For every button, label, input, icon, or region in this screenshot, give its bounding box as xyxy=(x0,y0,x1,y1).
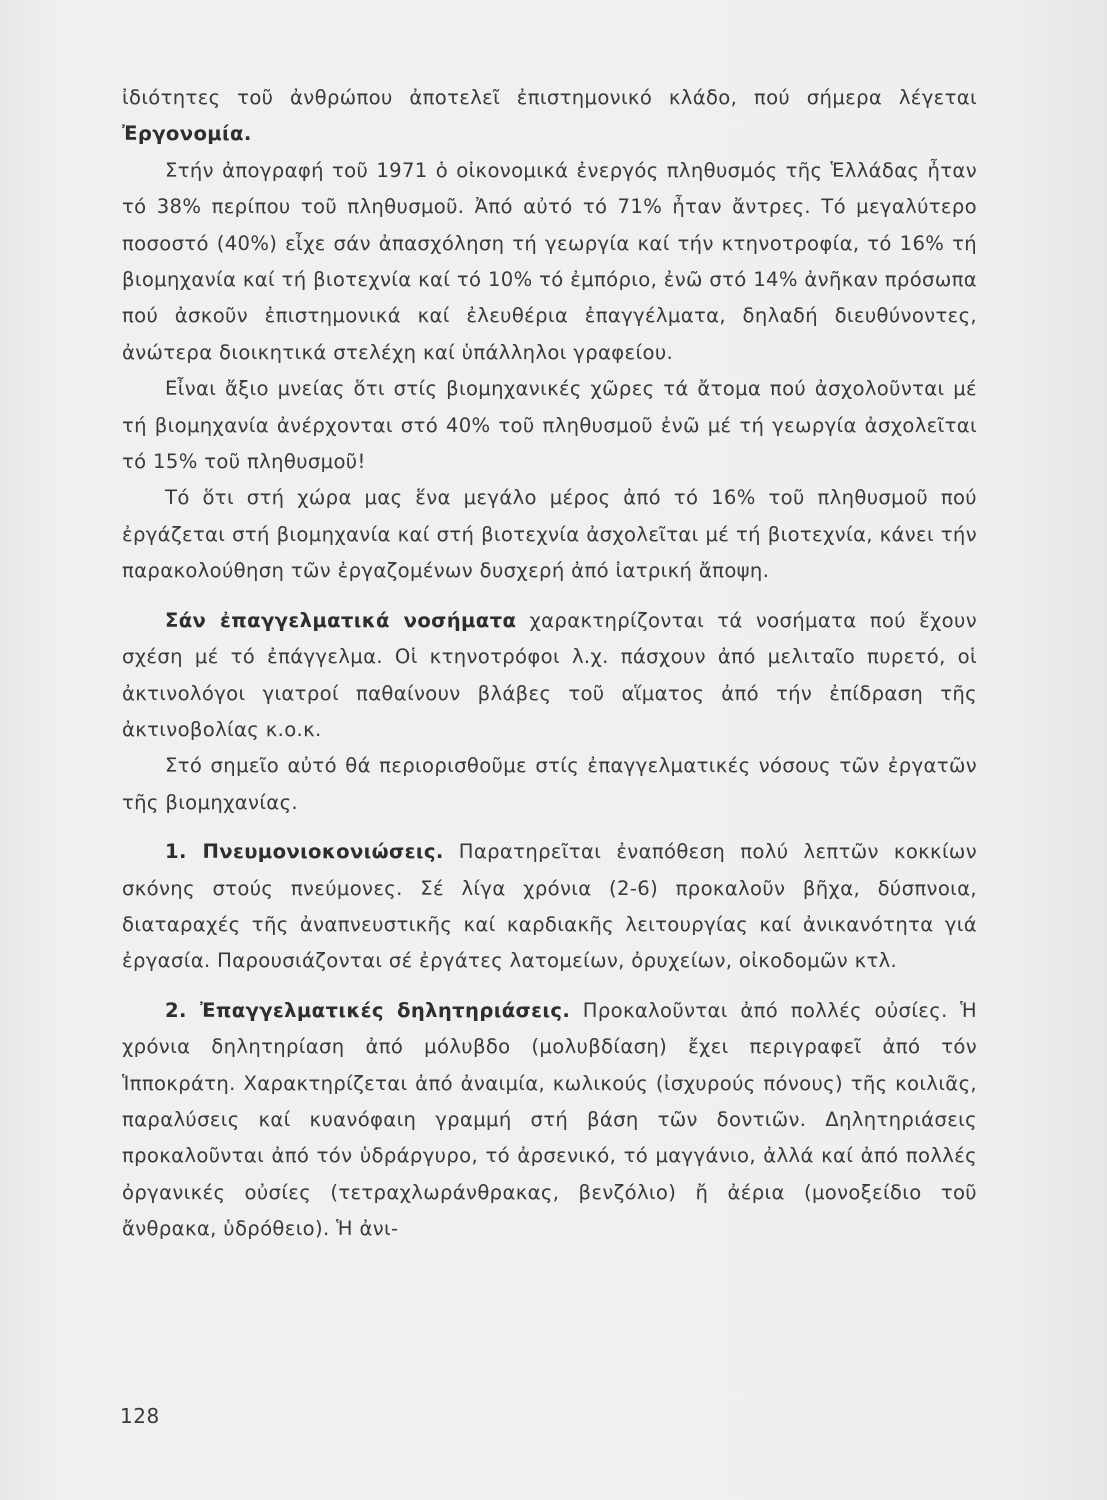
paragraph-4-text: Τό ὅτι στή χώρα μας ἕνα μεγάλο μέρος ἀπό τό 16% τοῦ πληθυσμοῦ πού ἐργάζεται στή βιομηχανία καί στή βιοτεχνία ἀσχολεῖται μέ τή βιοτεχνία, κάνει τήν παρακολούθηση τῶν ἐργαζομένων δυσχερή ἀπό ἰατρική ἄποψη. xyxy=(122,486,977,583)
paragraph-3-text: Εἶναι ἄξιο μνείας ὅτι στίς βιομηχανικές χῶρες τά ἄτομα πού ἀσχολοῦνται μέ τή βιομηχανία ἀνέρχονται στό 40% τοῦ πληθυσμοῦ ἐνῶ μέ τή γεωργία ἀσχολεῖται τό 15% τοῦ πληθυσμοῦ! xyxy=(122,377,977,474)
paragraph-8-text: Προκαλοῦνται ἀπό πολλές οὐσίες. Ἡ χρόνια δηλητηρίαση ἀπό μόλυβδο (μολυβδίαση) ἔχει περιγραφεῖ ἀπό τόν Ἱπποκράτη. Χαρακτηρίζεται ἀπό ἀναιμία, κωλικούς (ἰσχυρούς πόνους) τῆς κοιλιᾶς, παραλύσεις καί κυανόφαιη γραμμή στή βάση τῶν δοντιῶν. Δηλητηριάσεις προκαλοῦνται ἀπό τόν ὑδράργυρο, τό ἀρσενικό, τό μαγγάνιο, ἀλλά καί ἀπό πολλές ὀργανικές οὐσίες (τετραχλωράνθρακας, βενζόλιο) ἤ ἀέρια (μονοξείδιο τοῦ ἄνθρακα, ὑδρόθειο). Ἡ ἀνι- xyxy=(122,998,978,1241)
term-ergonomia: Ἐργονομία. xyxy=(122,122,252,146)
heading-pneumoconioses: 1. Πνευμονιοκονιώσεις. xyxy=(165,840,444,864)
heading-occupational-poisonings: 2. Ἐπαγγελματικές δηλητηριάσεις. xyxy=(165,998,571,1022)
paragraph-6-text: Στό σημεῖο αὐτό θά περιορισθοῦμε στίς ἐπαγγελματικές νόσους τῶν ἐργατῶν τῆς βιομηχανίας. xyxy=(122,754,977,814)
paragraph-6 xyxy=(122,748,977,821)
body-text xyxy=(122,80,977,1248)
paragraph-3 xyxy=(122,371,977,480)
paragraph-7 xyxy=(122,834,977,980)
paragraph-4 xyxy=(122,480,977,589)
paragraph-5-text: χαρακτηρίζονται τά νοσήματα πού ἔχουν σχέση μέ τό ἐπάγγελμα. Οἱ κτηνοτρόφοι λ.χ. πάσχουν ἀπό μελιταῖο πυρετό, οἱ ἀκτινολόγοι γιατροί παθαίνουν βλάβες τοῦ αἵματος ἀπό τήν ἐπίδραση τῆς ἀκτινοβολίας κ.ο.κ. xyxy=(122,608,977,741)
paragraph-1 xyxy=(122,80,977,153)
paragraph-8 xyxy=(122,993,977,1248)
paragraph-5 xyxy=(122,603,977,749)
term-occupational-diseases: Σάν ἐπαγγελματικά νοσήματα xyxy=(165,608,517,632)
paragraph-7-text: Παρατηρεῖται ἐναπόθεση πολύ λεπτῶν κοκκίων σκόνης στούς πνεύμονες. Σέ λίγα χρόνια (2-6) προκαλοῦν βῆχα, δύσπνοια, διαταραχές τῆς ἀναπνευστικῆς καί καρδιακῆς λειτουργίας καί ἀνικανότητα γιά ἐργασία. Παρουσιάζονται σέ ἐργάτες λατομείων, ὀρυχείων, οἰκοδομῶν κτλ. xyxy=(122,840,977,973)
page-number: 128 xyxy=(120,1404,160,1428)
paragraph-2-text: Στήν ἀπογραφή τοῦ 1971 ὁ οἰκονομικά ἐνεργός πληθυσμός τῆς Ἑλλάδας ἦταν τό 38% περίπου τοῦ πληθυσμοῦ. Ἀπό αὐτό τό 71% ἦταν ἄντρες. Τό μεγαλύτερο ποσοστό (40%) εἶχε σάν ἀπασχόληση τή γεωργία καί τήν κτηνοτροφία, τό 16% τή βιομηχανία καί τή βιοτεχνία καί τό 10% τό ἐμπόριο, ἐνῶ στό 14% ἀνῆκαν πρόσωπα πού ἀσκοῦν ἐπιστημονικά καί ἐλευθέρια ἐπαγγέλματα, δηλαδή διευθύνοντες, ἀνώτερα διοικητικά στελέχη καί ὑπάλληλοι γραφείου. xyxy=(122,158,977,364)
paragraph-1-text: ἰδιότητες τοῦ ἀνθρώπου ἀποτελεῖ ἐπιστημονικό κλάδο, πού σήμερα λέγεται xyxy=(122,86,977,109)
paragraph-2 xyxy=(122,153,977,371)
